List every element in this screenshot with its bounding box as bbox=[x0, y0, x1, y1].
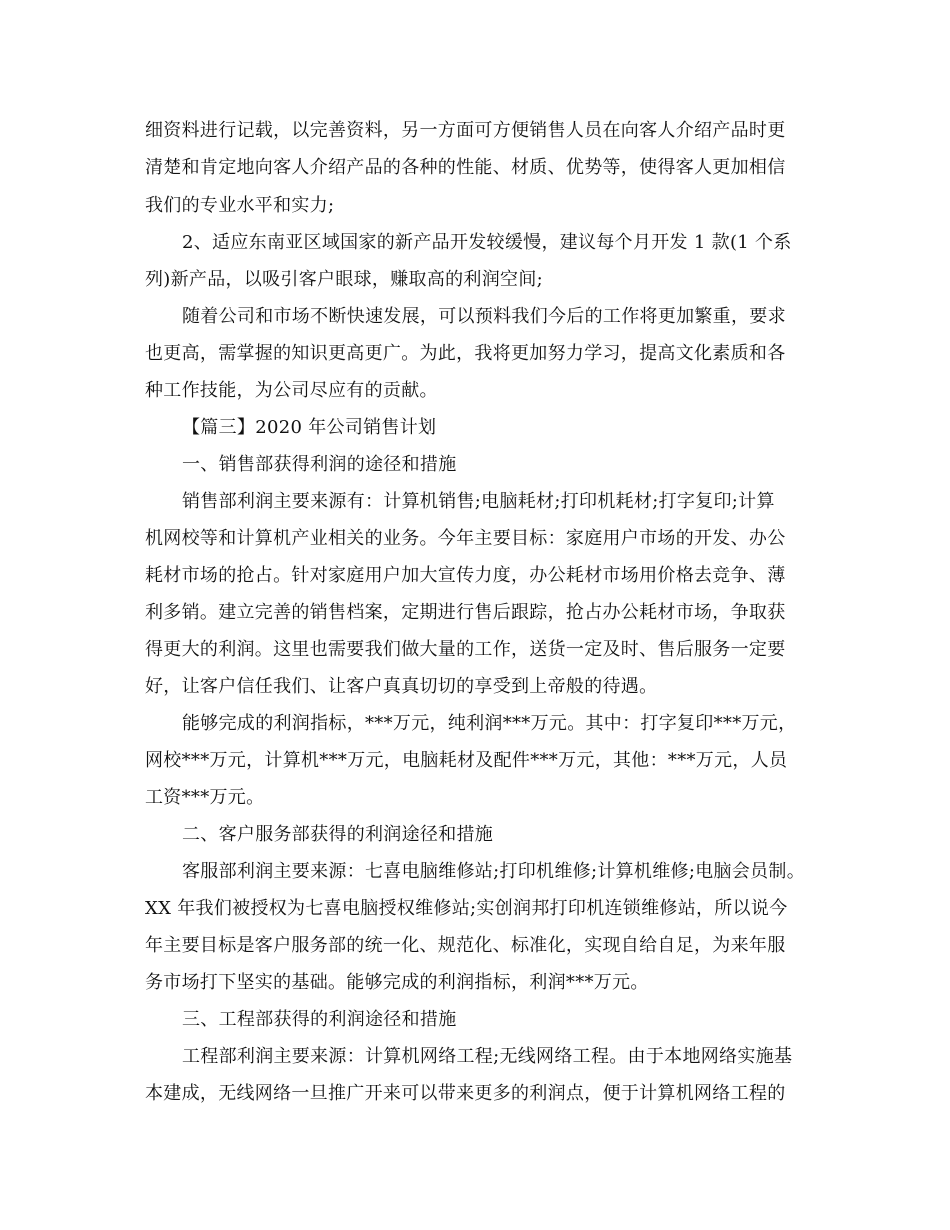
paragraph-line: 客服部利润主要来源：七喜电脑维修站;打印机维修;计算机维修;电脑会员制。 bbox=[182, 861, 805, 882]
paragraph-line: 利多销。建立完善的销售档案，定期进行售后跟踪，抢占办公耗材市场，争取获 bbox=[145, 602, 786, 623]
paragraph-line: 工资***万元。 bbox=[145, 787, 265, 808]
subsection-heading: 二、客户服务部获得的利润途径和措施 bbox=[182, 824, 494, 845]
paragraph-line: XX 年我们被授权为七喜电脑授权维修站;实创润邦打印机连锁维修站，所以说今 bbox=[145, 898, 788, 919]
paragraph-line: 好，让客户信任我们、让客户真真切切的享受到上帝般的待遇。 bbox=[145, 676, 658, 697]
paragraph-line: 销售部利润主要来源有：计算机销售;电脑耗材;打印机耗材;打字复印;计算 bbox=[182, 491, 775, 512]
paragraph-line: 随着公司和市场不断快速发展，可以预料我们今后的工作将更加繁重，要求 bbox=[182, 306, 786, 327]
paragraph-line: 本建成，无线网络一旦推广开来可以带来更多的利润点，便于计算机网络工程的 bbox=[145, 1083, 786, 1104]
paragraph-line: 种工作技能，为公司尽应有的贡献。 bbox=[145, 380, 438, 401]
paragraph-line: 工程部利润主要来源：计算机网络工程;无线网络工程。由于本地网络实施基 bbox=[182, 1046, 793, 1067]
paragraph-line: 清楚和肯定地向客人介绍产品的各种的性能、材质、优势等，使得客人更加相信 bbox=[145, 157, 786, 178]
paragraph-line: 网校***万元，计算机***万元，电脑耗材及配件***万元，其他：***万元，人员 bbox=[145, 750, 788, 771]
paragraph-line: 务市场打下坚实的基础。能够完成的利润指标，利润***万元。 bbox=[145, 972, 649, 993]
subsection-heading: 三、工程部获得的利润途径和措施 bbox=[182, 1009, 457, 1030]
paragraph-line: 我们的专业水平和实力; bbox=[145, 195, 335, 216]
paragraph-line: 能够完成的利润指标，***万元，纯利润***万元。其中：打字复印***万元， bbox=[182, 713, 797, 734]
paragraph-line: 也更高，需掌握的知识更高更广。为此，我将更加努力学习，提高文化素质和各 bbox=[145, 343, 786, 364]
section-heading: 【篇三】2020 年公司销售计划 bbox=[182, 417, 437, 438]
paragraph-line: 细资料进行记载，以完善资料，另一方面可方便销售人员在向客人介绍产品时更 bbox=[145, 120, 786, 141]
paragraph-line: 耗材市场的抢占。针对家庭用户加大宣传力度，办公耗材市场用价格去竞争、薄 bbox=[145, 565, 786, 586]
paragraph-line: 列)新产品，以吸引客户眼球，赚取高的利润空间; bbox=[145, 269, 543, 290]
paragraph-line: 得更大的利润。这里也需要我们做大量的工作，送货一定及时、售后服务一定要 bbox=[145, 639, 786, 660]
paragraph-line: 2、适应东南亚区域国家的新产品开发较缓慢，建议每个月开发 1 款(1 个系 bbox=[182, 232, 792, 253]
paragraph-line: 机网校等和计算机产业相关的业务。今年主要目标：家庭用户市场的开发、办公 bbox=[145, 528, 786, 549]
paragraph-line: 年主要目标是客户服务部的统一化、规范化、标准化，实现自给自足，为来年服 bbox=[145, 935, 786, 956]
subsection-heading: 一、销售部获得利润的途径和措施 bbox=[182, 454, 457, 475]
